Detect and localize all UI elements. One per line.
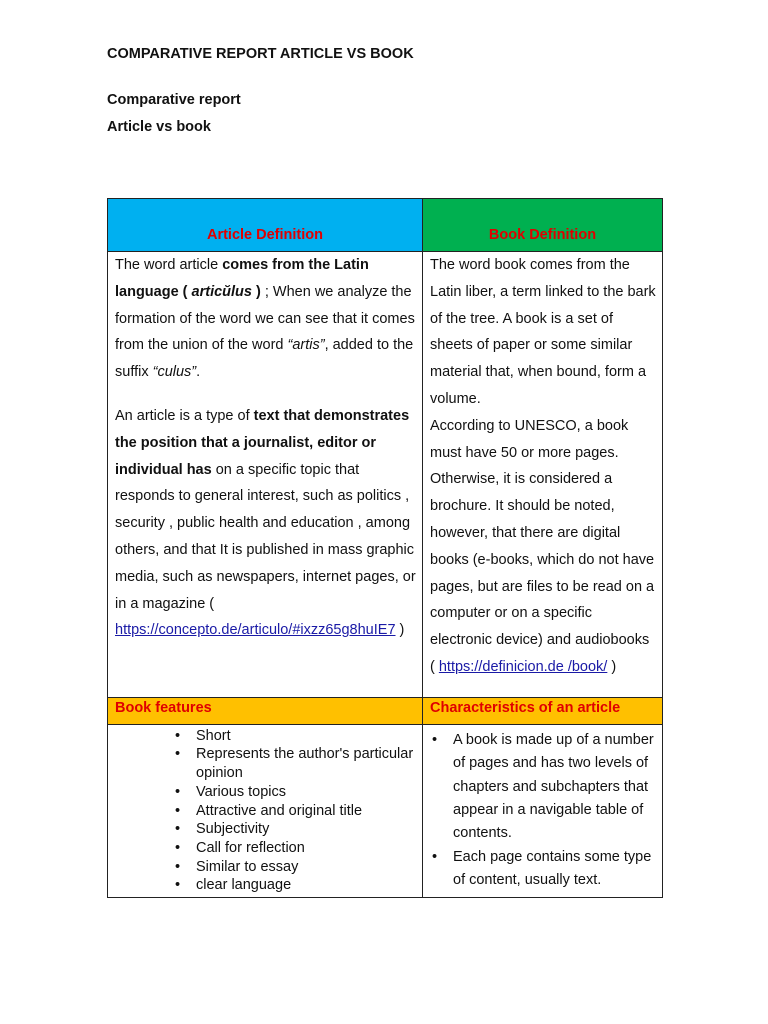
subtitle-article-vs-book: Article vs book [107, 119, 211, 135]
list-item: • Each page contains some type of content, usually text. [453, 846, 656, 893]
concepto-link[interactable]: https://concepto.de/articulo/#ixzz65g8huIE7 [115, 622, 396, 639]
book-definition-cell [423, 252, 663, 698]
book-definition-paragraph-1: The word book comes from the Latin liber, a term linked to the bark of the tree. A book is a set of sheets of paper or some similar material that, when bound, form a volume. [430, 257, 656, 407]
page-title: COMPARATIVE REPORT ARTICLE VS BOOK [107, 46, 414, 62]
book-features-list [108, 725, 422, 897]
article-definition-paragraph-2: An article is a type of text that demonstrates the position that a journalist, editor or individual has on a specific topic that responds to general interest, such as politics , security , public health and education , among others, and that It is published in mass graphic media, such as newspapers, internet pages, or in a magazine ( https://concepto.de/articulo/#ixzz65g8huIE7 ) [115, 407, 416, 639]
list-item: • Subjectivity [196, 820, 422, 839]
comparison-table [107, 198, 663, 898]
article-characteristics-cell [423, 724, 663, 897]
list-item: • A book is made up of a number of pages and has two levels of chapters and subchapters that appear in a navigable table of contents. [453, 729, 656, 846]
list-item: • Short [196, 727, 422, 746]
article-definition-paragraph-1: The word article comes from the Latin language ( articŭlus ) ; When we analyze the formation of the word we can see that it comes from the union of the word “artis”, added to the suffix “culus”. [115, 257, 415, 381]
header-characteristics-article: Characteristics of an article [423, 697, 663, 724]
list-item: • Various topics [196, 783, 422, 802]
list-item: • Attractive and original title [196, 802, 422, 821]
book-definition-paragraph-2: According to UNESCO, a book must have 50 or more pages. Otherwise, it is considered a brochure. It should be noted, however, that there are digital books (e-books, which do not have pages, but are files to be read on a computer or on a specific electronic device) and audiobooks ( https://definicion.de /book/ ) [430, 417, 655, 675]
definicion-link[interactable]: https://definicion.de /book/ [438, 658, 608, 675]
header-article-definition: Article Definition [108, 199, 423, 252]
article-characteristics-list [423, 725, 662, 897]
list-item: • Call for reflection [196, 839, 422, 858]
list-item: • Similar to essay [196, 858, 422, 877]
book-features-cell [108, 724, 423, 897]
header-book-features: Book features [108, 697, 423, 724]
list-item: • clear language [196, 876, 422, 895]
list-item: • Represents the author's particular opinion [196, 745, 422, 782]
subtitle-comparative-report: Comparative report [107, 92, 241, 108]
article-definition-cell [108, 252, 423, 698]
header-book-definition: Book Definition [423, 199, 663, 252]
